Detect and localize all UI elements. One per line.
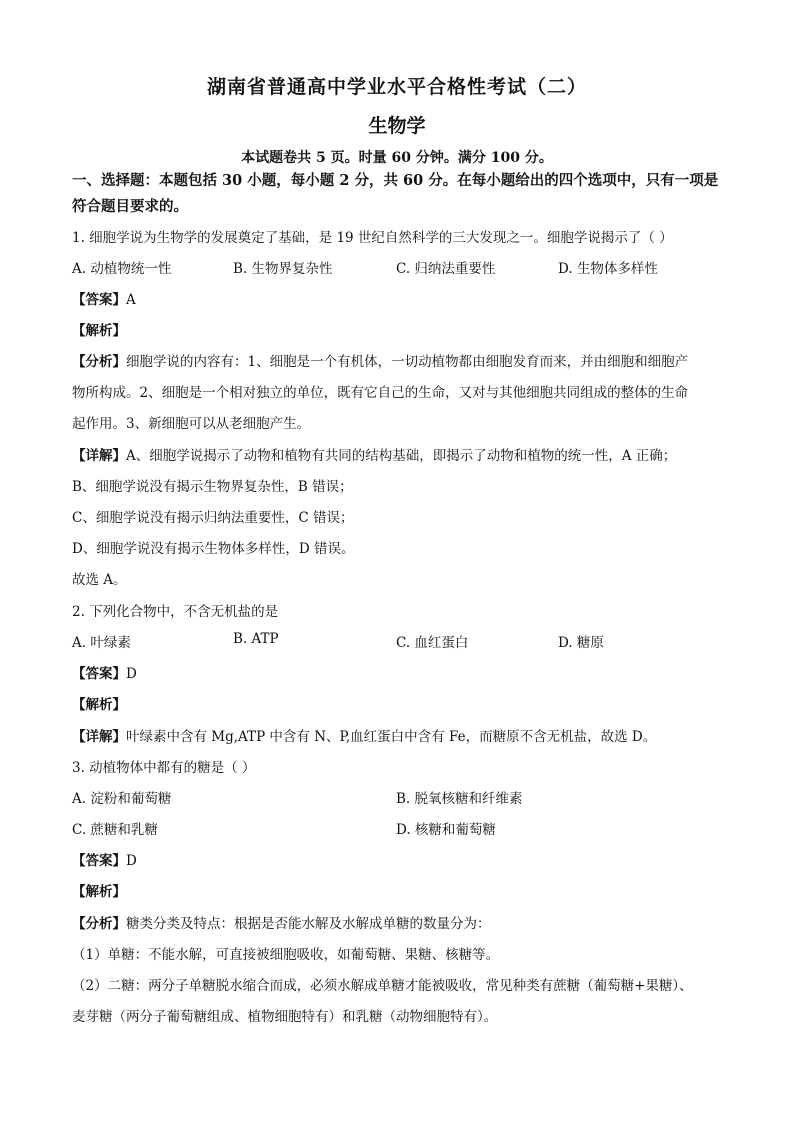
q2-answer: 【答案】D xyxy=(72,666,137,682)
q2-option-d: D. 糖原 xyxy=(558,635,604,651)
q1-fenxi-line-2: 物所构成。2、细胞是一个相对独立的单位，既有它自己的生命，又对与其他细胞共同组成的整体的生命 xyxy=(72,385,689,401)
q1-option-a: A. 动植物统一性 xyxy=(72,261,172,277)
q3-option-d: D. 核糖和葡萄糖 xyxy=(396,822,496,838)
answer-value: A xyxy=(126,292,136,308)
question-1-stem: 1. 细胞学说为生物学的发展奠定了基础，是 19 世纪自然科学的三大发现之一。细胞学说揭示了（ ） xyxy=(72,230,673,246)
q1-line-d: D、细胞学说没有揭示生物体多样性，D 错误。 xyxy=(72,541,355,557)
q1-line-b: B、细胞学说没有揭示生物界复杂性，B 错误； xyxy=(72,479,353,495)
q3-line-1: （1）单糖：不能水解，可直接被细胞吸收，如葡萄糖、果糖、核糖等。 xyxy=(72,947,500,963)
q2-xiangjie: 【详解】叶绿素中含有 Mg,ATP 中含有 N、P,血红蛋白中含有 Fe，而糖原不含无机盐，故选 D。 xyxy=(72,729,657,745)
q1-analysis-tag: 【解析】 xyxy=(72,323,126,339)
section-heading: 一、选择题：本题包括 30 小题，每小题 2 分，共 60 分。在每小题给出的四个选项中，只有一项是符合题目要求的。 xyxy=(72,172,719,215)
q2-analysis-tag: 【解析】 xyxy=(72,697,126,713)
exam-meta: 本试题卷共 5 页。时量 60 分钟。满分 100 分。 xyxy=(241,150,553,166)
q2-option-b: B. ATP xyxy=(233,631,279,647)
q3-line-3: 麦芽糖（两分子葡萄糖组成、植物细胞特有）和乳糖（动物细胞特有）。 xyxy=(72,1009,498,1025)
answer-tag: 【答案】 xyxy=(72,292,126,308)
q3-option-c: C. 蔗糖和乳糖 xyxy=(72,822,158,838)
q3-answer: 【答案】D xyxy=(72,853,137,869)
question-3-stem: 3. 动植物体中都有的糖是（ ） xyxy=(72,760,256,776)
q3-option-a: A. 淀粉和葡萄糖 xyxy=(72,791,172,807)
q1-option-b: B. 生物界复杂性 xyxy=(233,261,333,277)
question-2-stem: 2. 下列化合物中，不含无机盐的是 xyxy=(72,604,279,620)
q1-fenxi-line-3: 起作用。3、新细胞可以从老细胞产生。 xyxy=(72,416,311,432)
q2-option-c: C. 血红蛋白 xyxy=(396,635,469,651)
q1-option-d: D. 生物体多样性 xyxy=(558,261,658,277)
q3-analysis-tag: 【解析】 xyxy=(72,884,126,900)
q1-option-c: C. 归纳法重要性 xyxy=(396,261,496,277)
q1-xiangjie: 【详解】A、细胞学说揭示了动物和植物有共同的结构基础，即揭示了动物和植物的统一性，A 正确； xyxy=(72,448,677,464)
q1-conclusion: 故选 A。 xyxy=(72,572,127,588)
q1-answer xyxy=(72,288,732,308)
exam-title: 湖南省普通高中学业水平合格性考试（二） xyxy=(206,76,587,98)
q3-option-b: B. 脱氧核糖和纤维素 xyxy=(396,791,523,807)
q1-fenxi-line-1: 【分析】细胞学说的内容有：1、细胞是一个有机体，一切动植物都由细胞发育而来，并由细胞和细胞产 xyxy=(72,354,689,370)
q3-fenxi: 【分析】糖类分类及特点：根据是否能水解及水解成单糖的数量分为： xyxy=(72,916,491,932)
q2-option-a: A. 叶绿素 xyxy=(72,635,131,651)
q3-line-2: （2）二糖：两分子单糖脱水缩合而成，必须水解成单糖才能被吸收，常见种类有蔗糖（葡萄糖+果糖）、 xyxy=(72,978,693,994)
subject-title: 生物学 xyxy=(368,115,426,137)
q1-line-c: C、细胞学说没有揭示归纳法重要性，C 错误； xyxy=(72,510,354,526)
